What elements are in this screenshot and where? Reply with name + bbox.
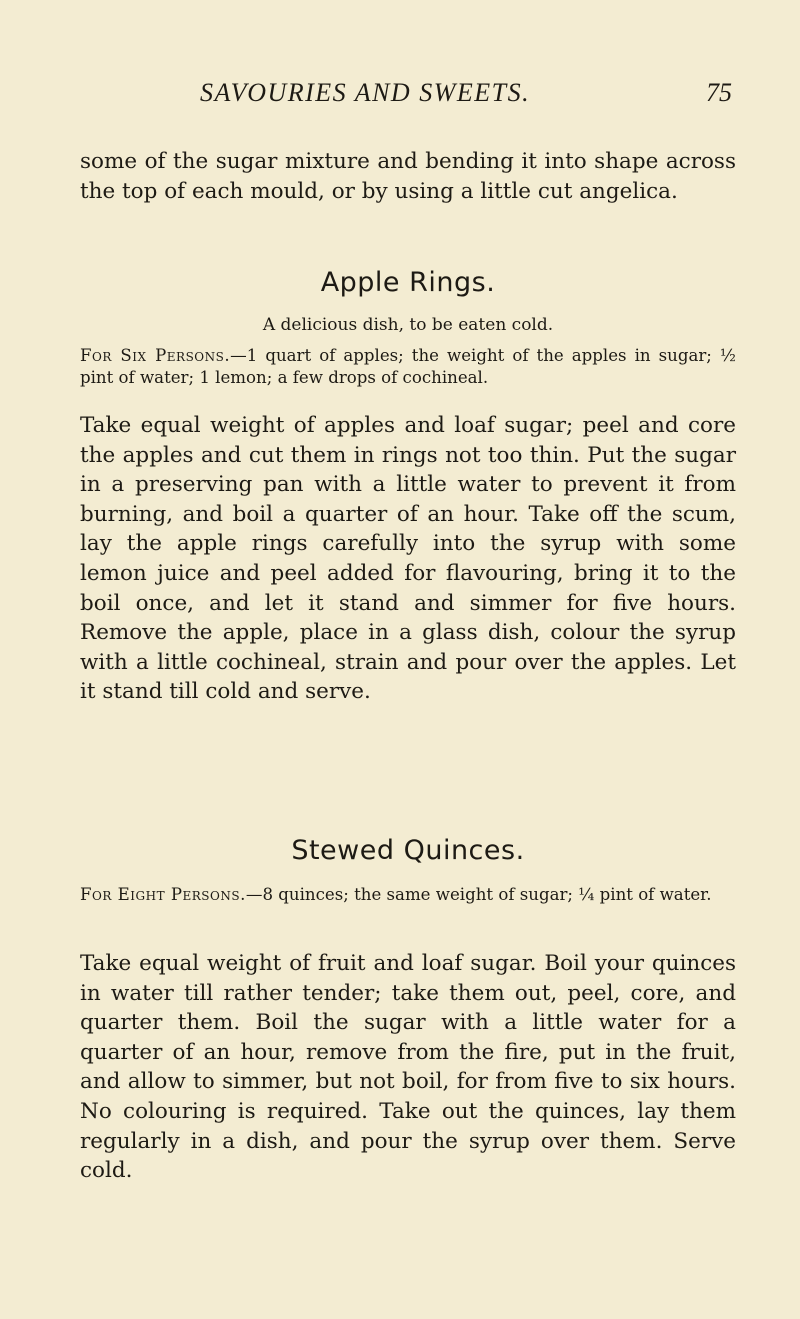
recipe-subtitle: A delicious dish, to be eaten cold. [262, 315, 554, 335]
ingredients-stewed-quinces [80, 884, 736, 906]
page-number: 75 [706, 78, 732, 107]
recipe-title-stewed-quinces: Stewed Quinces. [291, 835, 525, 866]
serving-label: For Eight Persons. [80, 885, 246, 904]
ingredients-text: —8 quinces; the same weight of sugar; ¼ pint of water. [245, 885, 712, 904]
intro-paragraph: some of the sugar mixture and bending it into shape across the top of each mould, or by using a little cut angelica. [80, 149, 736, 204]
ingredients-apple-rings [80, 345, 736, 388]
page-header [0, 78, 800, 118]
serving-label: For Six Persons. [80, 346, 231, 365]
recipe-title-apple-rings: Apple Rings. [320, 267, 496, 298]
method-apple-rings: Take equal weight of apples and loaf sugar; peel and core the apples and cut them in rings not too thin. Put the sugar in a preserving pan with a little water to prevent it from burning, and boil a quarter of an hour. Take off the scum, lay the apple rings carefully into the syrup with some lemon juice and peel added for flavouring, bring it to the boil once, and let it stand and simmer for five hours. Remove the apple, place in a glass dish, colour the syrup with a little cochineal, strain and pour over the apples. Let it stand till cold and serve. [80, 413, 736, 705]
running-head: SAVOURIES AND SWEETS. [200, 78, 531, 107]
ingredients-text: —1 quart of apples; the weight of the apples in sugar; ½ pint of water; 1 lemon; a few drops of cochineal. [80, 346, 736, 387]
method-stewed-quinces: Take equal weight of fruit and loaf sugar. Boil your quinces in water till rather tender; take them out, peel, core, and quarter them. Boil the sugar with a little water for a quarter of an hour, remove from the fire, put in the fruit, and allow to simmer, but not boil, for from five to six hours. No colouring is required. Take out the quinces, lay them regularly in a dish, and pour the syrup over them. Serve cold. [80, 951, 736, 1184]
